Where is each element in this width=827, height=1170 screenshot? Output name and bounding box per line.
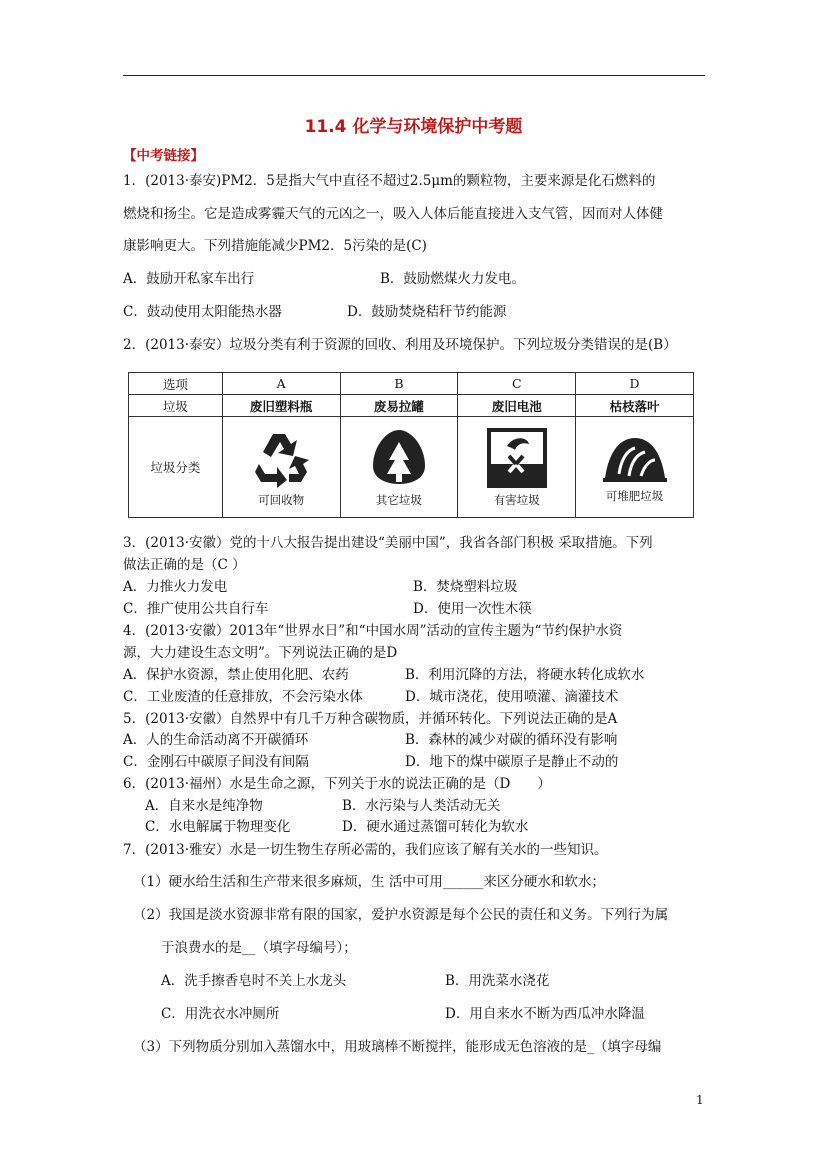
header-d: D: [576, 373, 694, 395]
q3-option-d: D．使用一次性木筷: [413, 601, 532, 617]
hazard-icon: [485, 426, 549, 490]
q6-option-c: C．水电解属于物理变化: [145, 819, 291, 835]
q3-option-c: C．推广使用公共自行车: [123, 601, 269, 617]
category-label: 垃圾分类: [129, 417, 223, 518]
q4-line2: 源，大力建设生态文明”。下列说法正确的是D: [123, 645, 398, 661]
compost-icon: [599, 430, 671, 486]
q3-line2: 做法正确的是（C ）: [123, 557, 246, 573]
q4-line1: 4．(2013·安徽）2013年“世界水日”和“中国水周”活动的宣传主题为“节约保护水资: [123, 623, 623, 639]
q6-line1: 6．(2013·福州）水是生命之源，下列关于水的说法正确的是（D ）: [123, 776, 551, 792]
header-c: C: [458, 373, 576, 395]
q6-option-d: D．硬水通过蒸馏可转化为软水: [342, 819, 529, 835]
q3-option-b: B．焚烧塑料垃圾: [413, 579, 518, 595]
q6-option-a: A．自来水是纯净物: [145, 798, 263, 814]
header-rule: [123, 75, 705, 76]
q7-option-a: A．洗手擦香皂时不关上水龙头: [161, 973, 347, 989]
header-b: B: [340, 373, 458, 395]
category-b-label: 其它垃圾: [375, 493, 422, 507]
header-a: A: [222, 373, 340, 395]
q7-part3: （3）下列物质分别加入蒸馏水中，用玻璃棒不断搅拌，能形成无色溶液的是_（填字母编: [133, 1039, 662, 1055]
q7-option-b: B．用洗菜水浇花: [445, 973, 550, 989]
tree-icon: [367, 426, 431, 490]
q1-line3: 康影响更大。下列措施能减少PM2．5污染的是(C): [123, 238, 427, 254]
q4-option-c: C．工业废渣的任意排放，不会污染水体: [123, 689, 363, 705]
q5-option-a: A．人的生命活动离不开碳循环: [123, 732, 309, 748]
q7-option-d: D．用自来水不断为西瓜冲水降温: [445, 1006, 645, 1022]
category-d-label: 可堆肥垃圾: [605, 489, 664, 503]
category-d: [576, 417, 694, 518]
category-a-label: 可回收物: [258, 493, 305, 507]
q4-option-d: D．城市浇花，使用喷灌、滴灌技术: [405, 689, 619, 705]
q7-part1: （1）硬水给生活和生产带来很多麻烦，生 活中可用______来区分硬水和软水；: [133, 874, 605, 890]
page-title: 11.4 化学与环境保护中考题: [304, 117, 523, 137]
q4-option-b: B．利用沉降的方法，将硬水转化成软水: [405, 667, 645, 683]
garbage-label: 垃圾: [129, 395, 223, 417]
q3-option-a: A．力推火力发电: [123, 579, 228, 595]
section-label: 【中考链接】: [123, 148, 204, 164]
q7-option-c: C．用洗衣水冲厕所: [161, 1006, 280, 1022]
q1-option-b: B．鼓励燃煤火力发电。: [380, 271, 525, 287]
q1-line2: 燃烧和扬尘。它是造成雾霾天气的元凶之一，吸入人体后能直接进入支气管，因而对人体健: [123, 206, 663, 222]
q2-line1: 2．(2013·泰安）垃圾分类有利于资源的回收、利用及环境保护。下列垃圾分类错误的是(B）: [123, 337, 677, 353]
q7-part2-line2: 于浪费水的是__（填字母编号）；: [161, 940, 357, 956]
recycle-icon: [249, 426, 313, 490]
q1-option-a: A．鼓励开私家车出行: [123, 271, 255, 287]
category-c: [458, 417, 576, 518]
q4-option-a: A．保护水资源，禁止使用化肥、农药: [123, 667, 349, 683]
garbage-c: 废旧电池: [458, 395, 576, 417]
q1-option-c: C．鼓动使用太阳能热水器: [123, 304, 282, 320]
q5-option-d: D．地下的煤中碳原子是静止不动的: [405, 754, 619, 770]
page-number: 1: [696, 1093, 704, 1107]
garbage-sort-table: [128, 372, 694, 518]
q7-part2-line1: （2）我国是淡水资源非常有限的国家，爱护水资源是每个公民的责任和义务。下列行为属: [133, 907, 669, 923]
category-b: [340, 417, 458, 518]
garbage-b: 废易拉罐: [340, 395, 458, 417]
q5-option-c: C．金刚石中碳原子间没有间隔: [123, 754, 309, 770]
q3-line1: 3．(2013·安徽）党的十八大报告提出建设“美丽中国”，我省各部门积极 采取措施。下列: [123, 535, 653, 551]
garbage-a: 废旧塑料瓶: [222, 395, 340, 417]
category-c-label: 有害垃圾: [493, 493, 540, 507]
q7-line1: 7．(2013·雅安）水是一切生物生存所必需的，我们应该了解有关水的一些知识。: [123, 842, 608, 858]
garbage-d: 枯枝落叶: [576, 395, 694, 417]
q5-option-b: B．森林的减少对碳的循环没有影响: [405, 732, 618, 748]
category-a: [222, 417, 340, 518]
q1-option-d: D．鼓励焚烧秸秆节约能源: [347, 304, 507, 320]
q1-line1: 1．(2013·泰安)PM2．5是指大气中直径不超过2.5μm的颗粒物，主要来源是化石燃料的: [123, 173, 656, 189]
header-option: 选项: [129, 373, 223, 395]
q5-line1: 5．(2013·安徽）自然界中有几千万种含碳物质，并循环转化。下列说法正确的是A: [123, 711, 618, 727]
q6-option-b: B．水污染与人类活动无关: [342, 798, 501, 814]
